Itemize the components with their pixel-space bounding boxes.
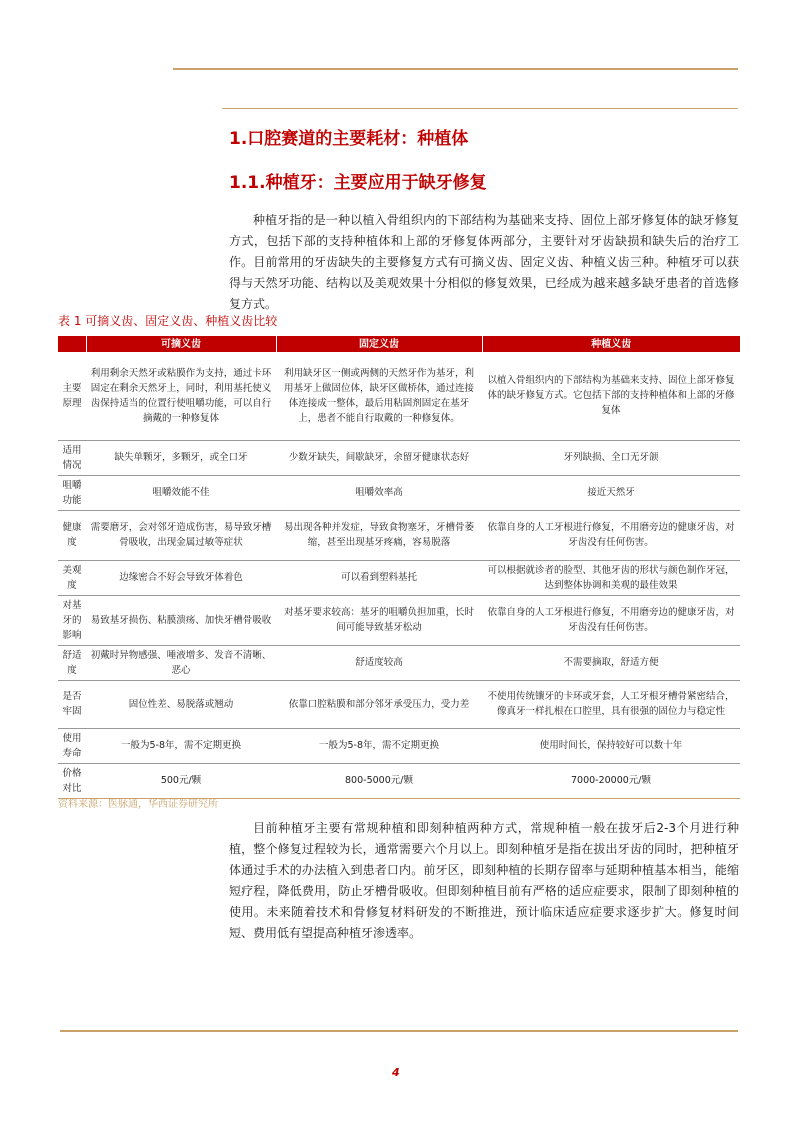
row-label: 美观度 xyxy=(58,560,86,595)
cell-fixed: 对基牙要求较高：基牙的咀嚼负担加重，长时间可能导致基牙松动 xyxy=(276,595,482,645)
header-rule xyxy=(173,68,738,70)
footer-rule xyxy=(60,1030,738,1032)
cell-removable: 缺失单颗牙，多颗牙，或全口牙 xyxy=(86,440,276,475)
row-label: 适用情况 xyxy=(58,440,86,475)
table-row xyxy=(58,595,740,645)
table-row xyxy=(58,352,740,440)
table-caption: 表 1 可摘义齿、固定义齿、种植义齿比较 xyxy=(58,314,278,328)
cell-fixed: 一般为5-8年，需不定期更换 xyxy=(276,728,482,763)
section-rule xyxy=(222,108,738,109)
row-label: 是否牢固 xyxy=(58,680,86,728)
cell-implant: 以植入骨组织内的下部结构为基础来支持、固位上部牙修复体的缺牙修复方式。它包括下部的支持种植体和上部的牙修复体 xyxy=(482,352,740,440)
cell-implant: 可以根据就诊者的脸型、其他牙齿的形状与颜色制作牙冠，达到整体协调和美观的最佳效果 xyxy=(482,560,740,595)
table-row xyxy=(58,510,740,560)
cell-implant: 不使用传统镶牙的卡环或牙套，人工牙根牙槽骨紧密结合，像真牙一样扎根在口腔里，具有很强的固位力与稳定性 xyxy=(482,680,740,728)
cell-fixed: 咀嚼效率高 xyxy=(276,475,482,510)
cell-implant: 牙列缺损、全口无牙颌 xyxy=(482,440,740,475)
cell-removable: 利用剩余天然牙或粘膜作为支持，通过卡环固定在剩余天然牙上，同时，利用基托使义齿保持适当的位置行使咀嚼功能，可以自行摘戴的一种修复体 xyxy=(86,352,276,440)
table-row xyxy=(58,560,740,595)
header-cell-fixed: 固定义齿 xyxy=(276,336,482,352)
cell-removable: 易致基牙损伤、粘膜溃疡、加快牙槽骨吸收 xyxy=(86,595,276,645)
heading-level-2: 1.1.种植牙：主要应用于缺牙修复 xyxy=(229,173,487,193)
cell-fixed: 易出现各种并发症，导致食物塞牙，牙槽骨萎缩，甚至出现基牙疼痛，容易脱落 xyxy=(276,510,482,560)
table-row xyxy=(58,680,740,728)
cell-fixed: 少数牙缺失，间歇缺牙，余留牙健康状态好 xyxy=(276,440,482,475)
row-label: 主要原理 xyxy=(58,352,86,440)
row-label: 对基牙的影响 xyxy=(58,595,86,645)
cell-removable: 边缘密合不好会导致牙体着色 xyxy=(86,560,276,595)
row-label: 健康度 xyxy=(58,510,86,560)
body-paragraph: 目前种植牙主要有常规种植和即刻种植两种方式，常规种植一般在拔牙后2-3个月进行种植，整个修复过程较为长，通常需要六个月以上。即刻种植牙是指在拔出牙齿的同时，把种植牙体通过手术的办法植入到患者口内。前牙区，即刻种植的长期存留率与延期种植基本相当，能缩短疗程，降低费用，防止牙槽骨吸收。但即刻种植目前有严格的适应症要求，限制了即刻种植的使用。未来随着技术和骨修复材料研发的不断推进，预计临床适应症要求逐步扩大。修复时间短、费用低有望提高种植牙渗透率。 xyxy=(229,821,739,940)
cell-fixed: 舒适度较高 xyxy=(276,645,482,680)
cell-removable: 一般为5-8年，需不定期更换 xyxy=(86,728,276,763)
cell-fixed: 800-5000元/颗 xyxy=(276,763,482,798)
table-row xyxy=(58,440,740,475)
cell-removable: 咀嚼效能不佳 xyxy=(86,475,276,510)
intro-paragraph: 种植牙指的是一种以植入骨组织内的下部结构为基础来支持、固位上部牙修复体的缺牙修复方式，包括下部的支持种植体和上部的牙修复体两部分，主要针对牙齿缺损和缺失后的治疗工作。目前常用的牙齿缺失的主要修复方式有可摘义齿、固定义齿、种植义齿三种。种植牙可以获得与天然牙功能、结构以及美观效果十分相似的修复效果，已经成为越来越多缺牙患者的首选修复方式。 xyxy=(229,213,739,311)
table-row xyxy=(58,763,740,798)
source-note: 资料来源：医脉通，华西证券研究所 xyxy=(58,799,218,810)
row-label: 舒适度 xyxy=(58,645,86,680)
comparison-table xyxy=(58,336,740,799)
cell-removable: 初戴时异物感强、唾液增多、发音不清晰、恶心 xyxy=(86,645,276,680)
cell-fixed: 可以看到塑料基托 xyxy=(276,560,482,595)
cell-implant: 使用时间长，保持较好可以数十年 xyxy=(482,728,740,763)
table-row xyxy=(58,728,740,763)
table-row xyxy=(58,645,740,680)
header-cell-removable: 可摘义齿 xyxy=(86,336,276,352)
cell-implant: 不需要摘取，舒适方便 xyxy=(482,645,740,680)
cell-removable: 需要磨牙，会对邻牙造成伤害，易导致牙槽骨吸收，出现金属过敏等症状 xyxy=(86,510,276,560)
cell-implant: 接近天然牙 xyxy=(482,475,740,510)
cell-removable: 固位性差、易脱落或翘动 xyxy=(86,680,276,728)
cell-implant: 依靠自身的人工牙根进行修复，不用磨旁边的健康牙齿，对牙齿没有任何伤害。 xyxy=(482,510,740,560)
cell-implant: 7000-20000元/颗 xyxy=(482,763,740,798)
cell-fixed: 利用缺牙区一侧或两侧的天然牙作为基牙，利用基牙上做固位体，缺牙区做桥体，通过连接体连接成一整体，最后用粘固剂固定在基牙上，患者不能自行取戴的一种修复体。 xyxy=(276,352,482,440)
table-row xyxy=(58,475,740,510)
header-cell-implant: 种植义齿 xyxy=(482,336,740,352)
header-cell-label xyxy=(58,336,86,352)
page-number: 4 xyxy=(392,1066,400,1079)
table-header-row xyxy=(58,336,740,352)
row-label: 使用寿命 xyxy=(58,728,86,763)
cell-removable: 500元/颗 xyxy=(86,763,276,798)
cell-fixed: 依靠口腔粘膜和部分邻牙承受压力，受力差 xyxy=(276,680,482,728)
row-label: 咀嚼功能 xyxy=(58,475,86,510)
heading-level-1: 1.口腔赛道的主要耗材：种植体 xyxy=(229,129,469,149)
cell-implant: 依靠自身的人工牙根进行修复，不用磨旁边的健康牙齿，对牙齿没有任何伤害。 xyxy=(482,595,740,645)
row-label: 价格对比 xyxy=(58,763,86,798)
